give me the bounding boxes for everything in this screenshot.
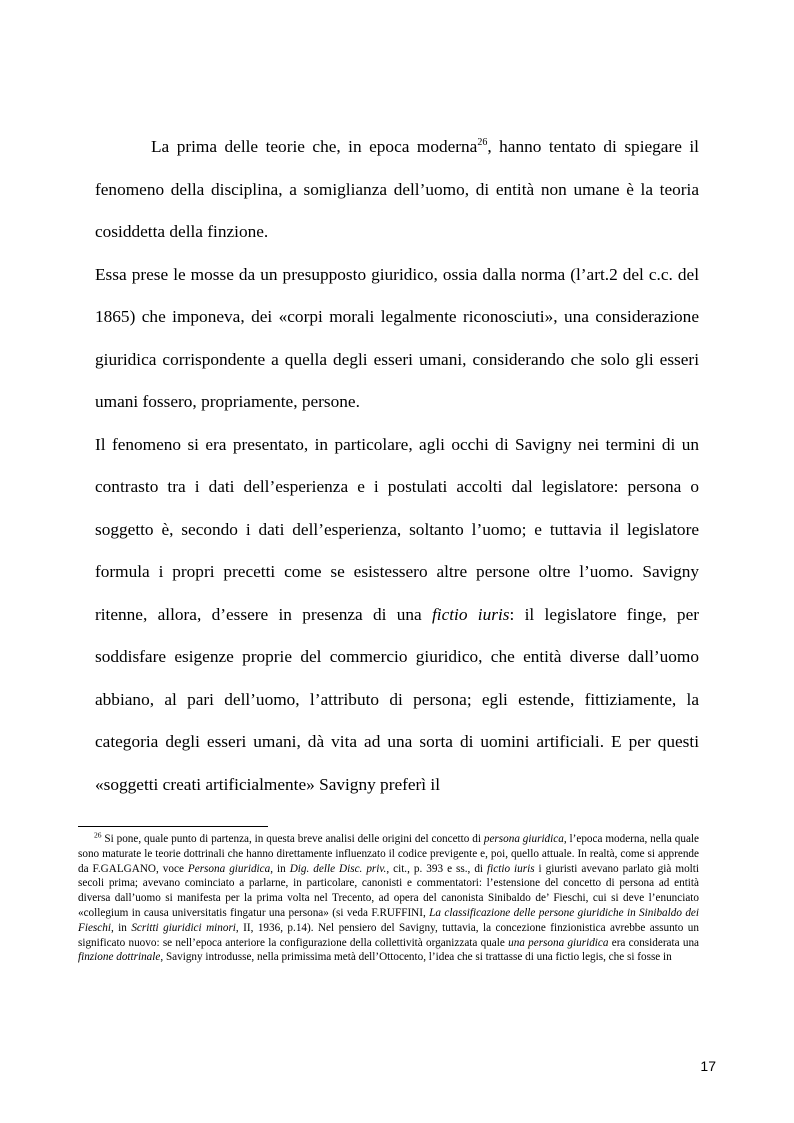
footnote-text xyxy=(78,832,699,965)
body-text xyxy=(95,126,699,806)
paragraph-3-text: Il fenomeno si era presentato, in particolare, agli occhi di Savigny nei termini di un contrasto tra i dati dell’esperienza e i postulati accolti dal legislatore: persona o soggetto è, secondo i dati dell’esperienza, soltanto l’uomo; e tuttavia il legislatore formula i propri precetti come se esistessero altre persone oltre l’uomo. Savigny ritenne, allora, d’essere in presenza di una xyxy=(95,434,699,624)
footnote-seg: i giuristi avevano parlato già molti secoli prima; avevano cominciato a parlarne, in particolare, canonisti e commentatori: l’estensione del concetto di persona ad entità diversa dall’uomo si manifesta per la prima volta nel Trecento, ad opera del canonista Sinibaldo de’ Fieschi, cui si deve l’enunciato «collegium in causa universitatis fingatur una persona» (si veda F.RUFFINI, xyxy=(78,862,699,919)
footnote-seg: , in xyxy=(270,862,290,875)
footnote-seg: Si pone, quale punto di partenza, in questa breve analisi delle origini del concetto di xyxy=(101,833,484,845)
paragraph-1-text-cont: , hanno tentato di spiegare il fenomeno della disciplina, a somiglianza dell’uomo, di entità non umane è la teoria cosiddetta della finzione. xyxy=(95,137,699,241)
footnote-italic: finzione dottrinale xyxy=(78,951,161,964)
footnote-seg: era considerata una xyxy=(608,936,700,949)
footnote-seg: , in xyxy=(110,921,132,934)
footnote-seg: , l’epoca moderna, nella quale sono maturate le teorie dottrinali che hanno direttamente influenzato il codice previgente e, poi, quello attuale. In realtà, come si apprende da F.GALGANO, voce xyxy=(78,833,700,875)
footnote-seg: , II, 1936, p.14). Nel pensiero del Savigny, tuttavia, la concezione finzionistica avrebbe assunto un significato nuovo: se nell’epoca anteriore la configurazione della collettività organizzata quale xyxy=(78,921,699,949)
footnote xyxy=(78,832,699,965)
page-number: 17 xyxy=(700,1058,716,1074)
footnote-italic: Scritti giuridici minori xyxy=(131,921,236,934)
paragraph-3-text-cont: : il legislatore finge, per soddisfare esigenze proprie del commercio giuridico, che entità diverse dall’uomo abbiano, al pari dell’uomo, l’attributo di persona; egli estende, fittiziamente, la categoria degli esseri umani, dà vita ad una sorta di uomini artificiali. E per questi «soggetti creati artificialmente» Savigny preferì il xyxy=(95,604,699,794)
footnote-italic: Persona giuridica xyxy=(187,862,271,875)
paragraph-1 xyxy=(95,126,699,254)
footnote-separator xyxy=(78,826,268,827)
paragraph-3 xyxy=(95,424,699,807)
footnote-italic: Dig. delle Disc. priv. xyxy=(289,862,387,875)
footnote-italic: persona giuridica xyxy=(483,833,564,845)
paragraph-1-text: La prima delle teorie che, in epoca moderna xyxy=(151,137,478,156)
footnote-italic: fictio iuris xyxy=(487,862,535,875)
footnote-italic: una persona giuridica xyxy=(508,936,609,949)
footnote-italic: La classificazione delle persone giuridiche in Sinibaldo dei Fieschi xyxy=(78,906,699,934)
footnote-seg: , cit., p. 393 e ss., di xyxy=(386,862,488,875)
footnote-number: 26 xyxy=(94,830,102,840)
footnote-seg: , Savigny introdusse, nella primissima metà dell’Ottocento, l’idea che si trattasse di una fictio legis, che si fosse in xyxy=(160,951,672,964)
paragraph-2: Essa prese le mosse da un presupposto giuridico, ossia dalla norma (l’art.2 del c.c. del 1865) che imponeva, dei «corpi morali legalmente riconosciuti», una considerazione giuridica corrispondente a quella degli esseri umani, considerando che solo gli esseri umani fossero, propriamente, persone. xyxy=(95,264,699,411)
footnote-reference[interactable]: 26 xyxy=(477,137,488,149)
italic-term: fictio iuris xyxy=(431,604,510,624)
